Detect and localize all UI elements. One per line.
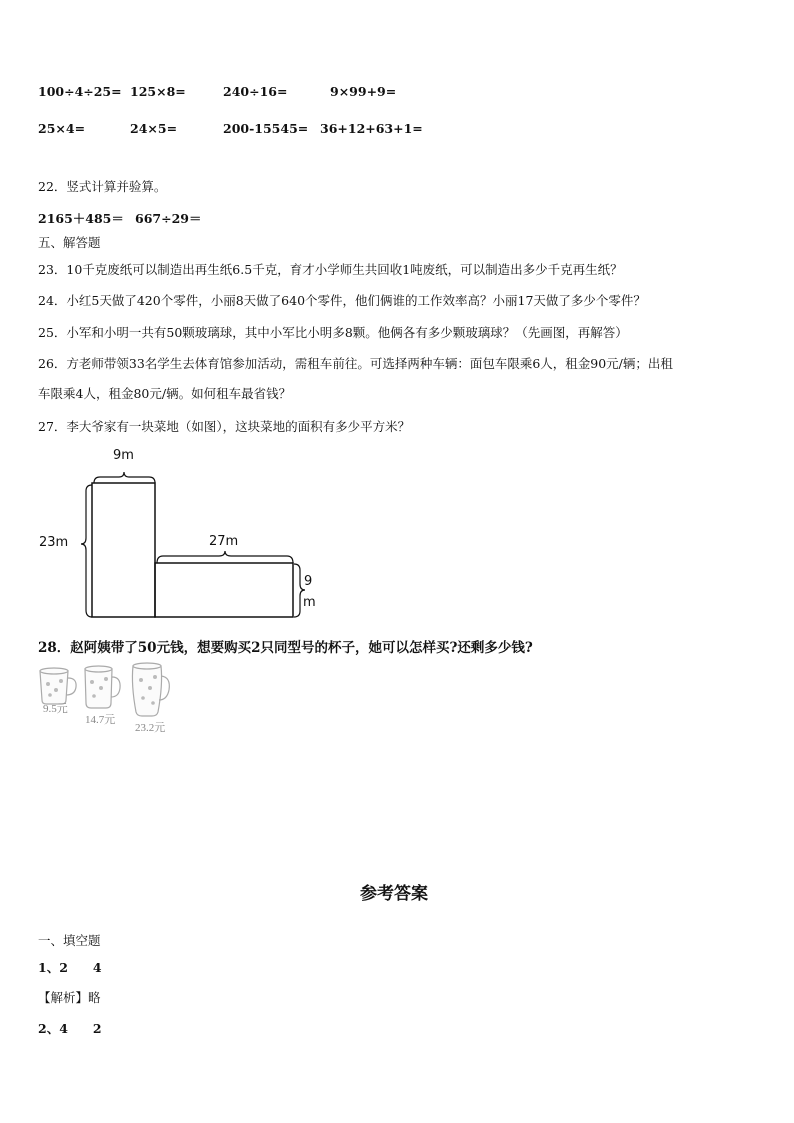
label-left-height: 23m [39,535,69,550]
cup-1-icon [40,668,76,704]
q26-line2: 车限乘4人，租金80元/辆。如何租车最省钱？ [38,386,292,401]
calc-2: 125×8= [130,84,186,99]
calc-1: 100÷4÷25= [38,84,122,99]
section5-heading: 五、解答题 [38,235,101,250]
q22-item-2: 667÷29＝ [135,211,202,226]
answer-1: 1、2 4 [38,960,102,975]
q27-text: 27．李大爷家有一块菜地（如图），这块菜地的面积有多少平方米？ [38,419,411,434]
q22-title: 22．竖式计算并验算。 [38,179,167,194]
calc-6: 24×5= [130,121,178,136]
calc-4: 9×99+9= [330,84,397,99]
cup-3-icon [132,663,169,716]
label-right-height-num: 9 [304,574,313,589]
calc-5: 25×4= [38,121,86,136]
answer-analysis: 【解析】略 [38,990,101,1005]
cup-2-icon [85,666,120,708]
calc-3: 240÷16= [223,84,288,99]
q22-item-1: 2165＋485＝ [38,211,124,226]
q24-text: 24．小红5天做了420个零件，小丽8天做了640个零件，他们俩谁的工作效率高？小丽17天做了多少个零件？ [38,293,646,308]
answers-section1: 一、填空题 [38,933,101,948]
calc-8: 36+12+63+1= [320,121,423,136]
q26-line1: 26．方老师带领33名学生去体育馆参加活动，需租车前往。可选择两种车辆：面包车限乘6人，租金90元/辆；出租 [38,356,673,371]
calc-7: 200-15545= [223,121,309,136]
q23-text: 23．10千克废纸可以制造出再生纸6.5千克，育才小学师生共回收1吨废纸，可以制造出多少千克再生纸？ [38,262,623,277]
answers-title: 参考答案 [360,884,428,904]
q28-text: 28．赵阿姨带了50元钱，想要购买2只同型号的杯子，她可以怎样买?还剩多少钱? [38,640,533,656]
q25-text: 25．小军和小明一共有50颗玻璃球，其中小军比小明多8颗。他俩各有多少颗玻璃球？（先画图，再解答） [38,325,628,340]
label-bottom-width: 27m [209,534,239,549]
cup-3-price: 23.2元 [135,722,166,734]
answer-2: 2、4 2 [38,1021,102,1036]
cup-2-price: 14.7元 [85,714,116,726]
label-top-width: 9m [113,448,134,463]
cup-1-price: 9.5元 [43,703,68,715]
label-right-height-unit: m [303,595,316,610]
